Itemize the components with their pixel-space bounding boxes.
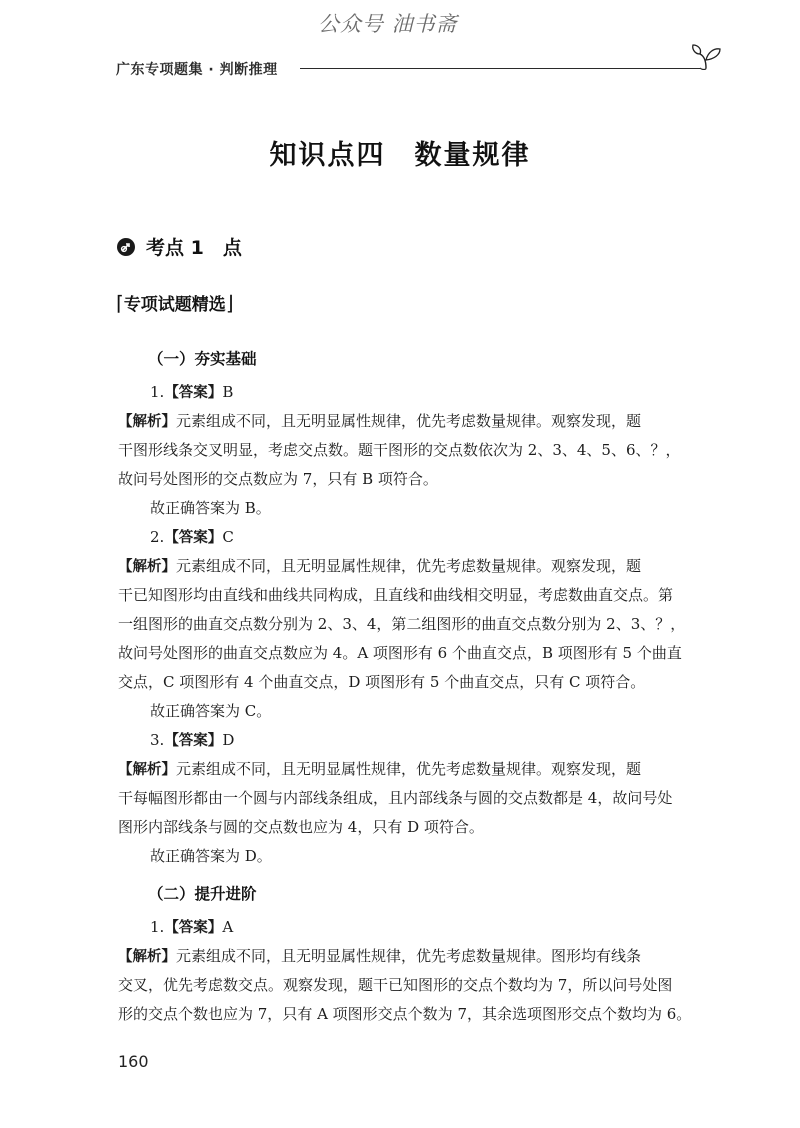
question-answer-line bbox=[150, 527, 710, 548]
conclusion-line: 故正确答案为 D。 bbox=[150, 847, 272, 865]
subsection-heading bbox=[116, 290, 234, 315]
analysis-text: 元素组成不同，且无明显属性规律，优先考虑数量规律。图形均有线条 bbox=[176, 947, 642, 965]
analysis-label: 【解析】 bbox=[118, 414, 176, 430]
analysis-label: 【解析】 bbox=[118, 762, 176, 778]
question-number: 2. bbox=[150, 528, 165, 546]
question-answer-line bbox=[150, 382, 710, 403]
analysis-text: 元素组成不同，且无明显属性规律，优先考虑数量规律。观察发现，题 bbox=[176, 760, 642, 778]
analysis-line: 故问号处图形的交点数应为 7，只有 B 项符合。 bbox=[118, 470, 438, 488]
conclusion-line: 故正确答案为 B。 bbox=[150, 499, 271, 517]
analysis-line: 干图形线条交叉明显，考虑交点数。题干图形的交点数依次为 2、3、4、5、6、？， bbox=[118, 441, 681, 459]
analysis-text: 元素组成不同，且无明显属性规律，优先考虑数量规律。观察发现，题 bbox=[176, 412, 642, 430]
header-rule bbox=[300, 68, 700, 69]
group-heading-basic: （一）夯实基础 bbox=[148, 350, 257, 368]
sprout-icon bbox=[690, 40, 722, 70]
subsection-title: 专项试题精选 bbox=[123, 295, 226, 315]
chapter-title: 知识点四 数量规律 bbox=[269, 140, 531, 171]
analysis-line: 故问号处图形的曲直交点数应为 4。A 项图形有 6 个曲直交点，B 项图形有 5 个曲直 bbox=[118, 644, 682, 662]
handwritten-watermark: 公众号 油书斋 bbox=[318, 12, 458, 36]
analysis-line bbox=[118, 411, 718, 432]
analysis-line: 交叉，优先考虑数交点。观察发现，题干已知图形的交点个数均为 7，所以问号处图 bbox=[118, 976, 673, 994]
conclusion-line: 故正确答案为 C。 bbox=[150, 702, 272, 720]
group-heading-advanced: （二）提升进阶 bbox=[148, 885, 257, 903]
answer-value: D bbox=[222, 731, 235, 749]
analysis-line bbox=[118, 556, 718, 577]
answer-label: 【答案】 bbox=[164, 733, 223, 749]
analysis-line bbox=[118, 946, 718, 967]
answer-value: C bbox=[222, 528, 234, 546]
analysis-label: 【解析】 bbox=[118, 559, 176, 575]
running-header: 广东专项题集 · 判断推理 bbox=[116, 62, 278, 78]
bracket-open-icon: ⌈ bbox=[116, 291, 124, 315]
bracket-close-icon: ⌋ bbox=[225, 291, 234, 315]
question-answer-line bbox=[150, 917, 710, 938]
analysis-text: 元素组成不同，且无明显属性规律，优先考虑数量规律。观察发现，题 bbox=[176, 557, 642, 575]
answer-label: 【答案】 bbox=[164, 530, 223, 546]
section-title: 考点 1 点 bbox=[146, 237, 242, 259]
page-number: 160 bbox=[118, 1052, 149, 1071]
analysis-line: 交点，C 项图形有 4 个曲直交点，D 项图形有 5 个曲直交点，只有 C 项符合。 bbox=[118, 673, 646, 691]
analysis-label: 【解析】 bbox=[118, 949, 176, 965]
answer-label: 【答案】 bbox=[164, 920, 223, 936]
answer-value: A bbox=[222, 918, 234, 936]
question-number: 1. bbox=[150, 383, 165, 401]
question-number: 3. bbox=[150, 731, 165, 749]
section-bullet-icon bbox=[116, 237, 136, 257]
analysis-line: 干已知图形均由直线和曲线共同构成，且直线和曲线相交明显，考虑数曲直交点。第 bbox=[118, 586, 674, 604]
answer-value: B bbox=[222, 383, 234, 401]
analysis-line: 形的交点个数也应为 7，只有 A 项图形交点个数为 7，其余选项图形交点个数均为 6。 bbox=[118, 1005, 692, 1023]
question-answer-line bbox=[150, 730, 710, 751]
answer-label: 【答案】 bbox=[164, 385, 223, 401]
question-number: 1. bbox=[150, 918, 165, 936]
section-heading bbox=[116, 233, 242, 260]
analysis-line: 干每幅图形都由一个圆与内部线条组成，且内部线条与圆的交点数都是 4，故问号处 bbox=[118, 789, 673, 807]
analysis-line: 图形内部线条与圆的交点数也应为 4，只有 D 项符合。 bbox=[118, 818, 484, 836]
analysis-line bbox=[118, 759, 718, 780]
analysis-line: 一组图形的曲直交点数分别为 2、3、4，第二组图形的曲直交点数分别为 2、3、？， bbox=[118, 615, 686, 633]
